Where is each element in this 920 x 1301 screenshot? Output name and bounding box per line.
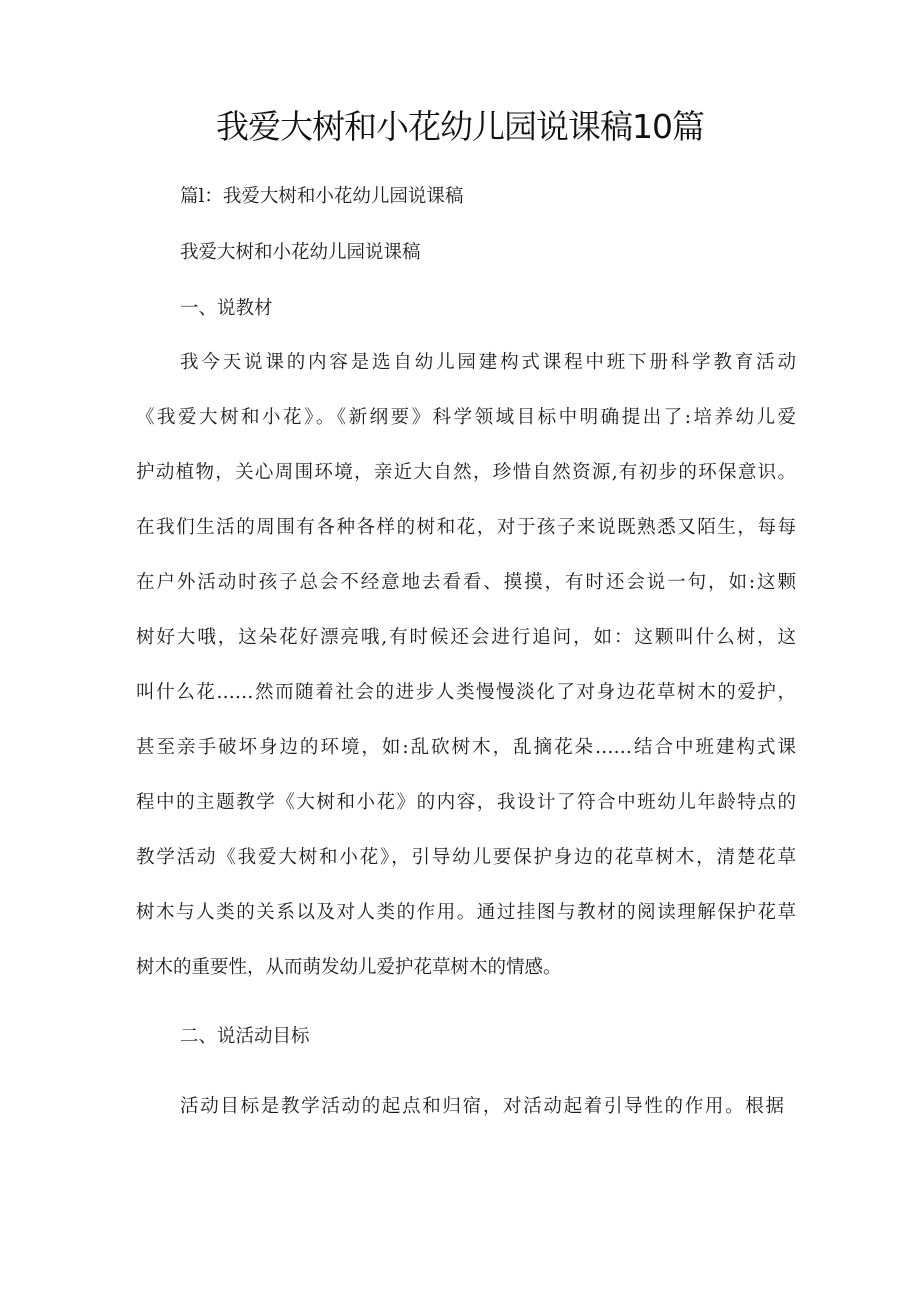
paragraph-line: 树木与人类的关系以及对人类的作用。通过挂图与教材的阅读理解保护花草: [136, 902, 796, 923]
chapter-heading: 篇l：我爱大树和小花幼儿园说课稿: [180, 186, 464, 207]
section-heading-activity-goals: 二、说活动目标: [180, 1026, 310, 1047]
paragraph-line: 教学活动《我爱大树和小花》，引导幼儿要保护身边的花草树木，清楚花草: [136, 847, 796, 868]
paragraph-line: 甚至亲手破坏身边的环境，如:乱砍树木，乱摘花朵……结合中班建构式课: [136, 737, 796, 758]
document-title: 我爱大树和小花幼儿园说课稿10篇: [216, 107, 704, 146]
paragraph-line: 《我爱大树和小花》。《新纲要》科学领域目标中明确提出了:培养幼儿爱: [136, 407, 796, 428]
paragraph-line: 树木的重要性，从而萌发幼儿爱护花草树木的情感。: [136, 957, 562, 978]
subtitle: 我爱大树和小花幼儿园说课稿: [180, 242, 421, 263]
paragraph-line: 在户外活动时孩子总会不经意地去看看、摸摸，有时还会说一句，如:这颗: [136, 572, 796, 593]
paragraph-line: 活动目标是教学活动的起点和归宿，对活动起着引导性的作用。根据: [180, 1096, 784, 1117]
paragraph-line: 我今天说课的内容是选自幼儿园建构式课程中班下册科学教育活动: [180, 352, 796, 373]
paragraph-line: 护动植物，关心周围环境，亲近大自然，珍惜自然资源,有初步的环保意识。: [136, 462, 796, 483]
section-heading-teaching-material: 一、说教材: [180, 298, 273, 319]
paragraph-line: 叫什么花……然而随着社会的进步人类慢慢淡化了对身边花草树木的爱护，: [136, 682, 796, 703]
paragraph-line: 在我们生活的周围有各种各样的树和花，对于孩子来说既熟悉又陌生，每每: [136, 517, 796, 538]
paragraph-line: 树好大哦，这朵花好漂亮哦,有时候还会进行追问，如：这颗叫什么树，这: [136, 627, 796, 648]
paragraph-line: 程中的主题教学《大树和小花》的内容，我设计了符合中班幼儿年龄特点的: [136, 792, 796, 813]
